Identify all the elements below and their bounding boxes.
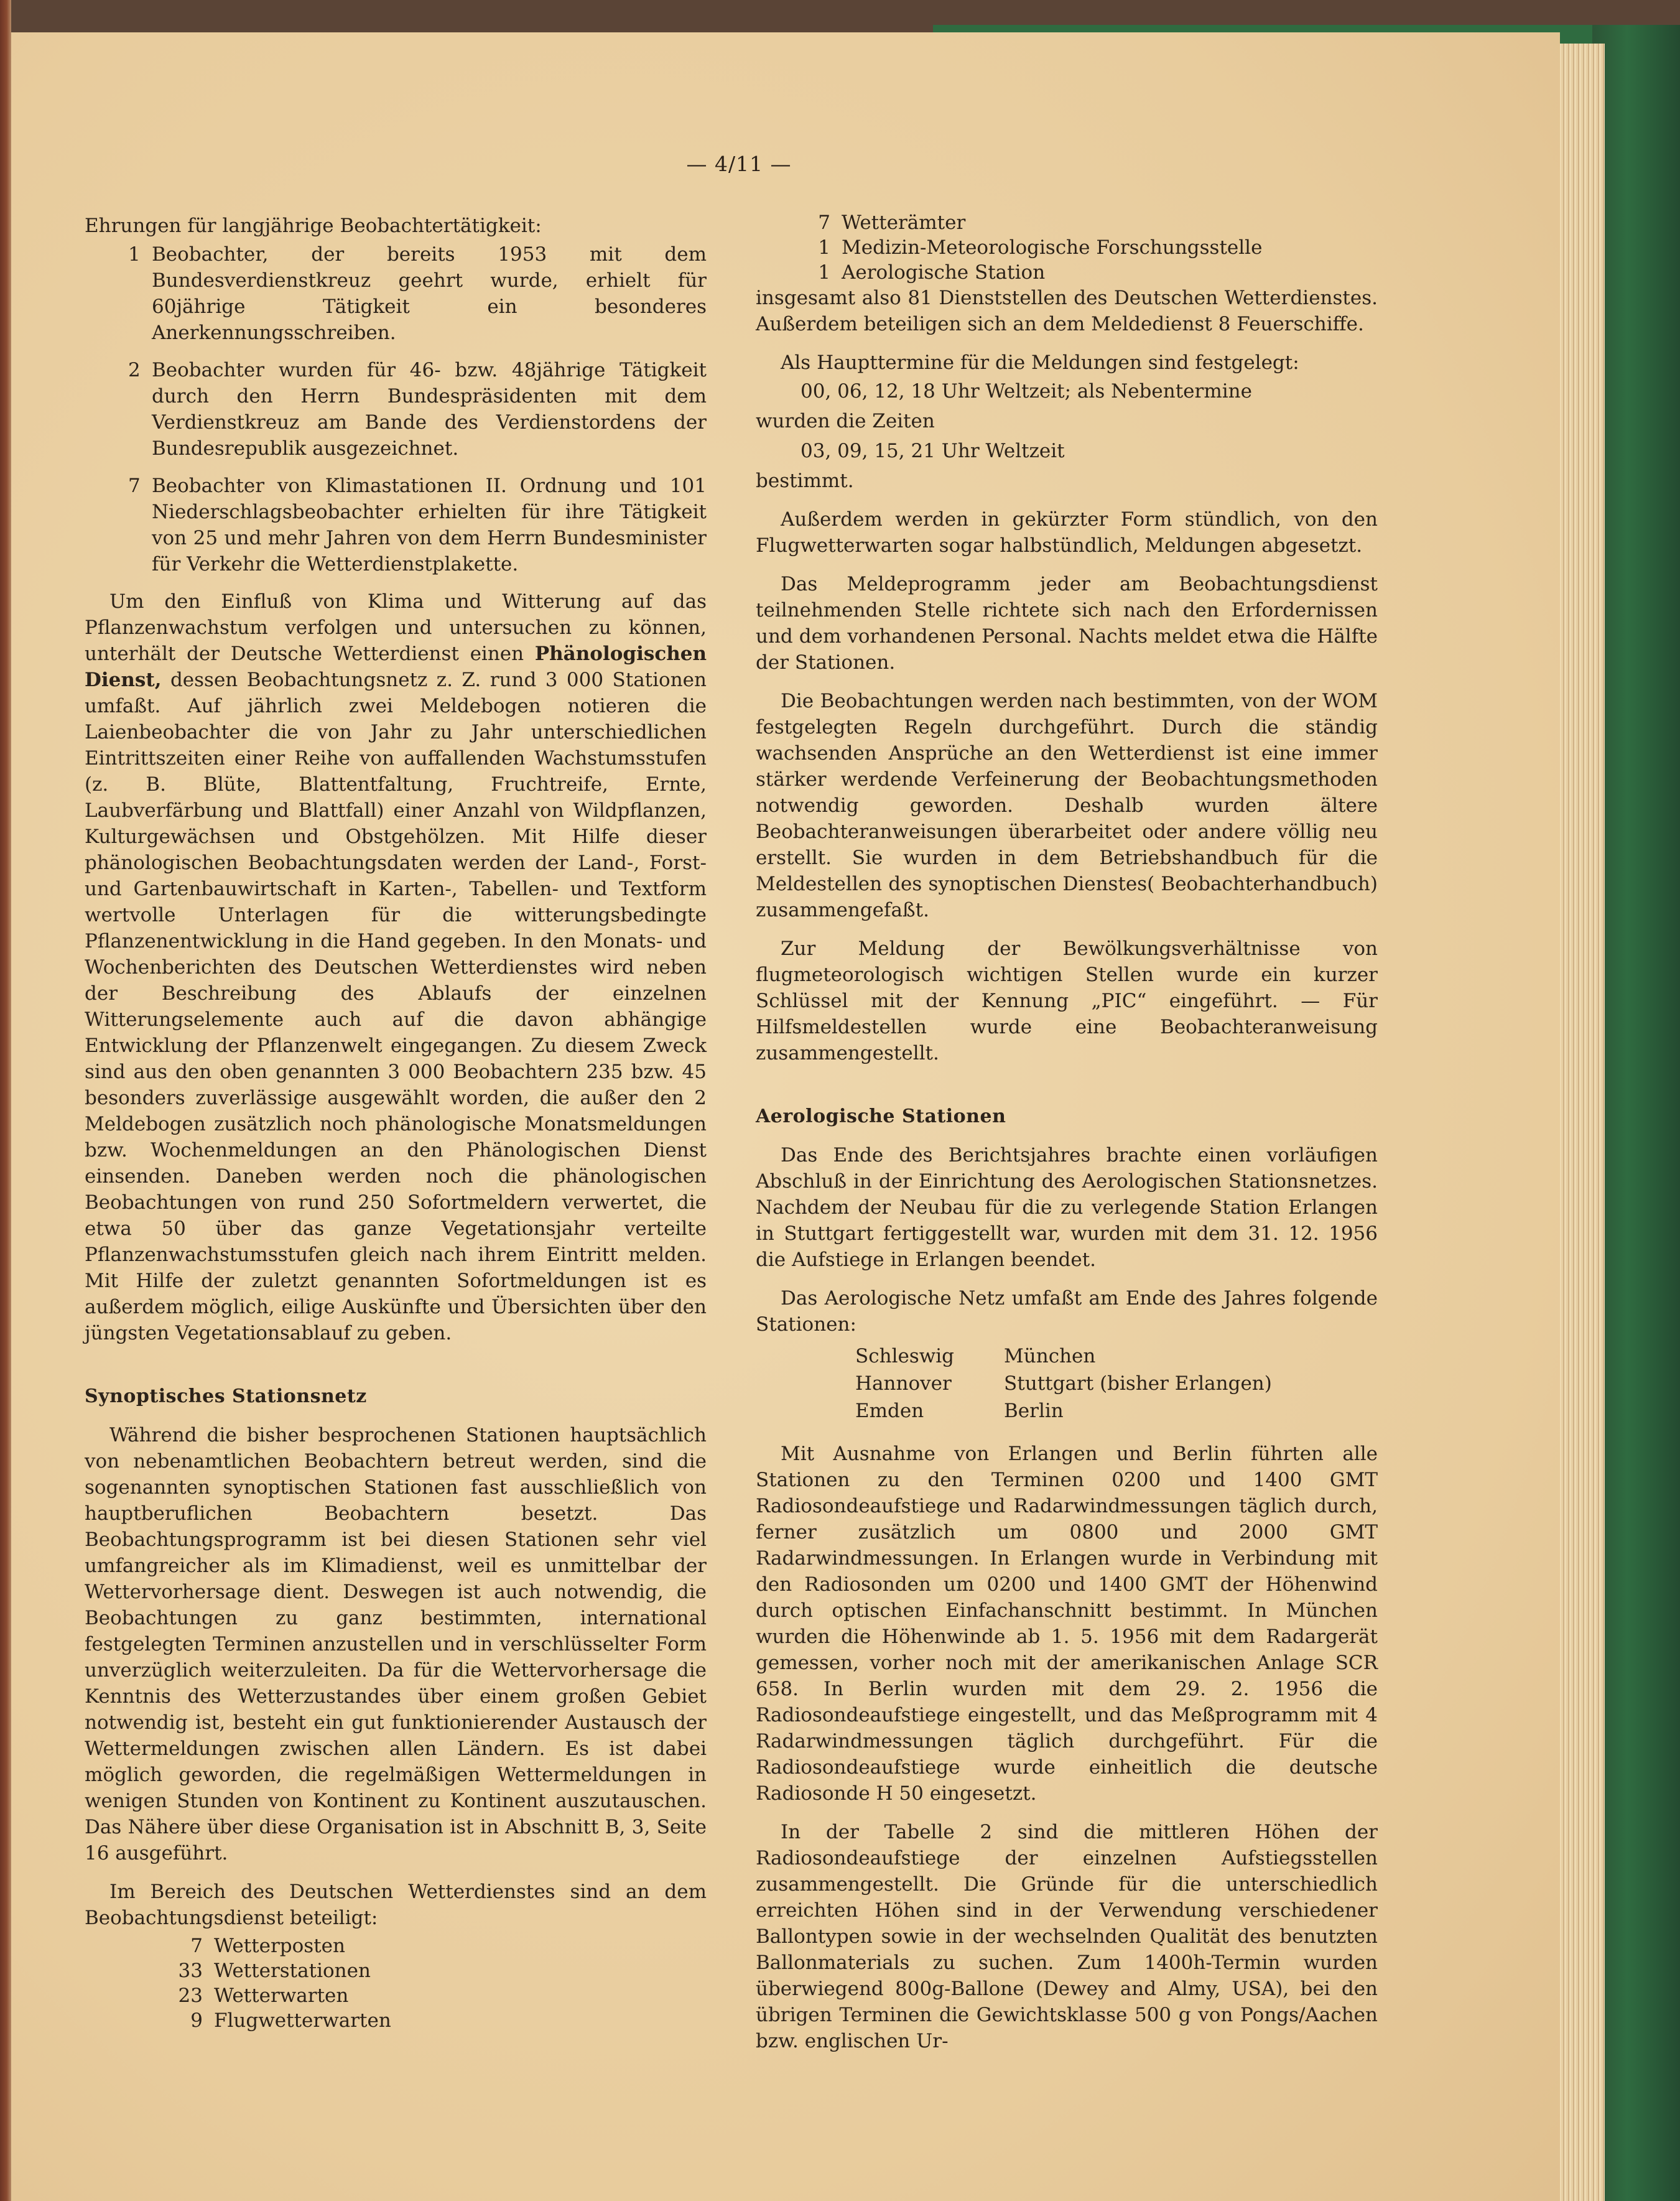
table-cell: München bbox=[1004, 1345, 1096, 1367]
aero-paragraph-3: Mit Ausnahme von Erlangen und Berlin führten alle Stationen zu den Terminen 0200 und 1400 GMT Radiosondeaufstiege und Radarwindmessungen täglich durch, ferner zusätzlich um 0800 und 2000 GMT Radarwindmessungen. In Erlangen wurde in Verbindung mit den Radiosonden um 0200 und 1400 GMT der Höhenwind durch optischen Einfachanschnitt bestimmt. In München wurden die Höhenwinde ab 1. 5. 1956 mit dem Radargerät gemessen, vorher noch mit der amerikanischen Anlage SCR 658. In Berlin wurden mit dem 29. 2. 1956 die Radiosondeaufstiege eingestellt, und das Meßprogramm mit 4 Radarwindmessungen täglich durchgeführt. Für die Radiosondeaufstiege wurde einheitlich die deutsche Radiosonde H 50 eingesetzt. bbox=[756, 1443, 1378, 1805]
book-binding-left bbox=[0, 0, 11, 2201]
item-label: Flugwetterwarten bbox=[214, 2009, 391, 2032]
item-label: Wetterämter bbox=[842, 212, 966, 234]
item-label: Wetterwarten bbox=[214, 1985, 349, 2007]
item-count: 9 bbox=[190, 2009, 203, 2032]
section-heading-aerological: Aerologische Stationen bbox=[756, 1105, 1006, 1127]
honor-item bbox=[85, 357, 707, 462]
item-count: 1 bbox=[818, 261, 830, 284]
item-count: 7 bbox=[818, 212, 830, 234]
phaeno-text-b: dessen Beobachtungsnetz z. Z. rund 3 000 Stationen umfaßt. Auf jährlich zwei Meldebogen notieren die Laienbeobachter die von Jahr zu Jahr unterschiedlichen Eintrittszeiten einer Reihe von auffallenden Wachstumsstufen (z. B. Blüte, Blattentfaltung, Fruchtreife, Ernte, Laubverfärbung und Blattfall) einer Anzahl von Wildpflanzen, Kulturgewächsen und Obstgehölzen. Mit Hilfe dieser phänologischen Beobachtungsdaten werden der Land-, Forst- und Gartenbauwirtschaft in Karten-, Tabellen- und Textform wertvolle Unterlagen für die witterungsbedingte Pflanzenentwicklung in die Hand gegeben. In den Monats- und Wochenberichten des Deutschen Wetterdienstes wird neben der Beschreibung des Ablaufs der einzelnen Witterungselemente auch auf die davon abhängige Entwicklung der Pflanzenwelt eingegangen. Zu diesem Zweck sind aus den oben genannten 3 000 Beobachtern 235 bzw. 45 besonders zuverlässige ausgewählt worden, die außer den 2 Meldebogen zusätzlich noch phänologische Monatsmeldungen bzw. Wochenmeldungen an den Phänologischen Dienst einsenden. Daneben werden noch die phänologischen Beobachtungen von rund 250 Sofortmeldern verwertet, die etwa 50 über das ganze Vegetationsjahr verteilte Pflanzenwachstumsstufen gleich nach ihrem Eintritt melden. Mit Hilfe der zuletzt genannten Sofortmeldungen ist es außerdem möglich, eilige Auskünfte und Übersichten über den jüngsten Vegetationsablauf zu geben. bbox=[85, 669, 707, 1344]
aerological-stations-table bbox=[855, 1342, 1297, 1425]
synoptic-paragraph: Während die bisher besprochenen Stationen hauptsächlich von nebenamtlichen Beobachtern betreut werden, sind die sogenannten synoptischen Stationen fast ausschließlich von hauptberuflichen Beobachtern besetzt. Das Beobachtungsprogramm ist bei diesen Stationen sehr viel umfangreicher als im Klimadienst, weil es unmittelbar der Wettervorhersage dient. Deswegen ist auch notwendig, die Beobachtungen zu ganz bestimmten, international festgelegten Terminen anzustellen und in verschlüsselter Form unverzüglich weiterzuleiten. Da für die Wettervorhersage die Kenntnis des Wetterzustandes über einem großen Gebiet notwendig ist, besteht ein gut funktionierender Austausch der Wettermeldungen zwischen allen Ländern. Es ist dabei möglich geworden, die regelmäßigen Wettermeldungen in wenigen Stunden von Kontinent zu Kontinent auszutauschen. Das Nähere über diese Organisation ist in Abschnitt B, 3, Seite 16 ausgeführt. bbox=[85, 1424, 707, 1864]
right-column bbox=[756, 213, 1378, 2067]
hourly-paragraph: Außerdem werden in gekürzter Form stündlich, von den Flugwetterwarten sogar halbstündlich, Meldungen abgesetzt. bbox=[756, 508, 1378, 557]
item-count: 7 bbox=[190, 1935, 203, 1957]
page-number: — 4/11 — bbox=[686, 152, 792, 176]
table-row bbox=[855, 1397, 1297, 1425]
honor-text: Beobachter wurden für 46- bzw. 48jährige Tätigkeit durch den Herrn Bundespräsidenten mit dem Verdienstkreuz am Bande des Verdienstordens der Bundesrepublik ausgezeichnet. bbox=[152, 359, 707, 460]
total-paragraph: insgesamt also 81 Dienststellen des Deutschen Wetterdienstes. Außerdem beteiligen sich an dem Meldedienst 8 Feuerschiffe. bbox=[756, 287, 1378, 335]
aero-paragraph-1: Das Ende des Berichtsjahres brachte einen vorläufigen Abschluß in der Einrichtung des Aerologischen Stationsnetzes. Nachdem der Neubau für die zu verlegende Station Erlangen in Stuttgart fertiggestellt war, wurden mit dem 31. 12. 1956 die Aufstiege in Erlangen beendet. bbox=[756, 1144, 1378, 1271]
list-item bbox=[141, 2008, 707, 2033]
item-count: 23 bbox=[178, 1985, 203, 2007]
station-count-list bbox=[141, 1933, 707, 2033]
secondary-times: 03, 09, 15, 21 Uhr Weltzeit bbox=[801, 440, 1065, 462]
list-item bbox=[141, 1958, 707, 1983]
secondary-times-intro: wurden die Zeiten bbox=[756, 410, 935, 432]
program-paragraph: Das Meldeprogramm jeder am Beobachtungsdienst teilnehmenden Stelle richtete sich nach den Erfordernissen und dem vorhandenen Personal. Nachts meldet etwa die Hälfte der Stationen. bbox=[756, 573, 1378, 674]
honor-count: 1 bbox=[128, 243, 141, 266]
main-times: 00, 06, 12, 18 Uhr Weltzeit; als Nebentermine bbox=[801, 380, 1252, 403]
item-label: Medizin-Meteorologische Forschungsstelle bbox=[842, 236, 1263, 259]
list-item bbox=[141, 1933, 707, 1958]
wom-paragraph: Die Beobachtungen werden nach bestimmten, von der WOM festgelegten Regeln durchgeführt. Durch die ständig wachsenden Ansprüche an den Wetterdienst ist eine immer stärker werdende Verfeinerung der Beobachtungsmethoden notwendig geworden. Deshalb wurden ältere Beobachteranweisungen überarbeitet oder andere völlig neu erstellt. Sie wurden in dem Betriebshandbuch für die Meldestellen des synoptischen Dienstes( Beobachterhandbuch) zusammengefaßt. bbox=[756, 690, 1378, 921]
section-heading-synoptic: Synoptisches Stationsnetz bbox=[85, 1385, 367, 1407]
honor-item bbox=[85, 241, 707, 346]
list-item bbox=[141, 1983, 707, 2008]
document-page bbox=[11, 32, 1560, 2201]
list-item bbox=[768, 260, 1378, 285]
item-count: 1 bbox=[818, 236, 830, 259]
table-row bbox=[855, 1370, 1297, 1397]
left-column bbox=[85, 213, 707, 2033]
honor-text: Beobachter, der bereits 1953 mit dem Bundesverdienstkreuz geehrt wurde, erhielt für 60jährige Tätigkeit ein besonderes Anerkennungsschreiben. bbox=[152, 243, 707, 344]
list-item bbox=[768, 210, 1378, 235]
times-closing: bestimmt. bbox=[756, 470, 854, 492]
table-cell: Emden bbox=[855, 1400, 924, 1422]
aero-paragraph-4: In der Tabelle 2 sind die mittleren Höhen der Radiosondeaufstiege der einzelnen Aufstiegsstellen zusammengestellt. Die Gründe für die unterschiedlich erreichten Höhen sind in der Verwendung verschiedener Ballontypen sowie in der wechselnden Qualität des benutzten Ballonmaterials zu suchen. Zum 1400h-Termin wurden überwiegend 800g-Ballone (Dewey and Almy, USA), bei den übrigen Terminen die Gewichtsklasse 500 g von Pongs/Aachen bzw. englischen Ur- bbox=[756, 1821, 1378, 2052]
honor-count: 7 bbox=[128, 475, 141, 497]
item-label: Wetterstationen bbox=[214, 1960, 371, 1982]
pic-paragraph: Zur Meldung der Bewölkungsverhältnisse von flugmeteorologisch wichtigen Stellen wurde ein kurzer Schlüssel mit der Kennung „PIC“ eingeführt. — Für Hilfsmeldestellen wurde eine Beobachteranweisung zusammengestellt. bbox=[756, 938, 1378, 1064]
table-row bbox=[855, 1342, 1297, 1370]
honor-item bbox=[85, 473, 707, 577]
honor-count: 2 bbox=[128, 359, 141, 381]
aero-paragraph-2: Das Aerologische Netz umfaßt am Ende des Jahres folgende Stationen: bbox=[756, 1287, 1378, 1336]
honors-intro: Ehrungen für langjährige Beobachtertätigkeit: bbox=[85, 215, 542, 237]
list-item bbox=[768, 235, 1378, 260]
book-cover-right bbox=[1592, 25, 1680, 2201]
table-cell: Schleswig bbox=[855, 1345, 955, 1367]
participants-paragraph: Im Bereich des Deutschen Wetterdienstes sind an dem Beobachtungsdienst beteiligt: bbox=[85, 1881, 707, 1929]
phaeno-text-a: Um den Einfluß von Klima und Witterung auf das Pflanzenwachstum verfolgen und untersuchen zu können, unterhält der Deutsche Wetterdienst einen bbox=[85, 590, 707, 665]
phaenological-paragraph bbox=[85, 589, 707, 1346]
station-count-list-continued bbox=[768, 210, 1378, 285]
main-times-paragraph: Als Haupttermine für die Meldungen sind festgelegt: bbox=[781, 351, 1299, 374]
item-count: 33 bbox=[178, 1960, 203, 1982]
table-cell: Hannover bbox=[855, 1372, 952, 1395]
item-label: Aerologische Station bbox=[842, 261, 1046, 284]
phaeno-bold-term: Phänologischen Dienst, bbox=[85, 643, 707, 691]
table-cell: Berlin bbox=[1004, 1400, 1064, 1422]
honor-text: Beobachter von Klimastationen II. Ordnung und 101 Niederschlagsbeobachter erhielten für ihre Tätigkeit von 25 und mehr Jahren von dem Herrn Bundesminister für Verkehr die Wetterdienstplakette. bbox=[152, 475, 707, 575]
item-label: Wetterposten bbox=[214, 1935, 345, 1957]
table-cell: Stuttgart (bisher Erlangen) bbox=[1004, 1372, 1272, 1395]
